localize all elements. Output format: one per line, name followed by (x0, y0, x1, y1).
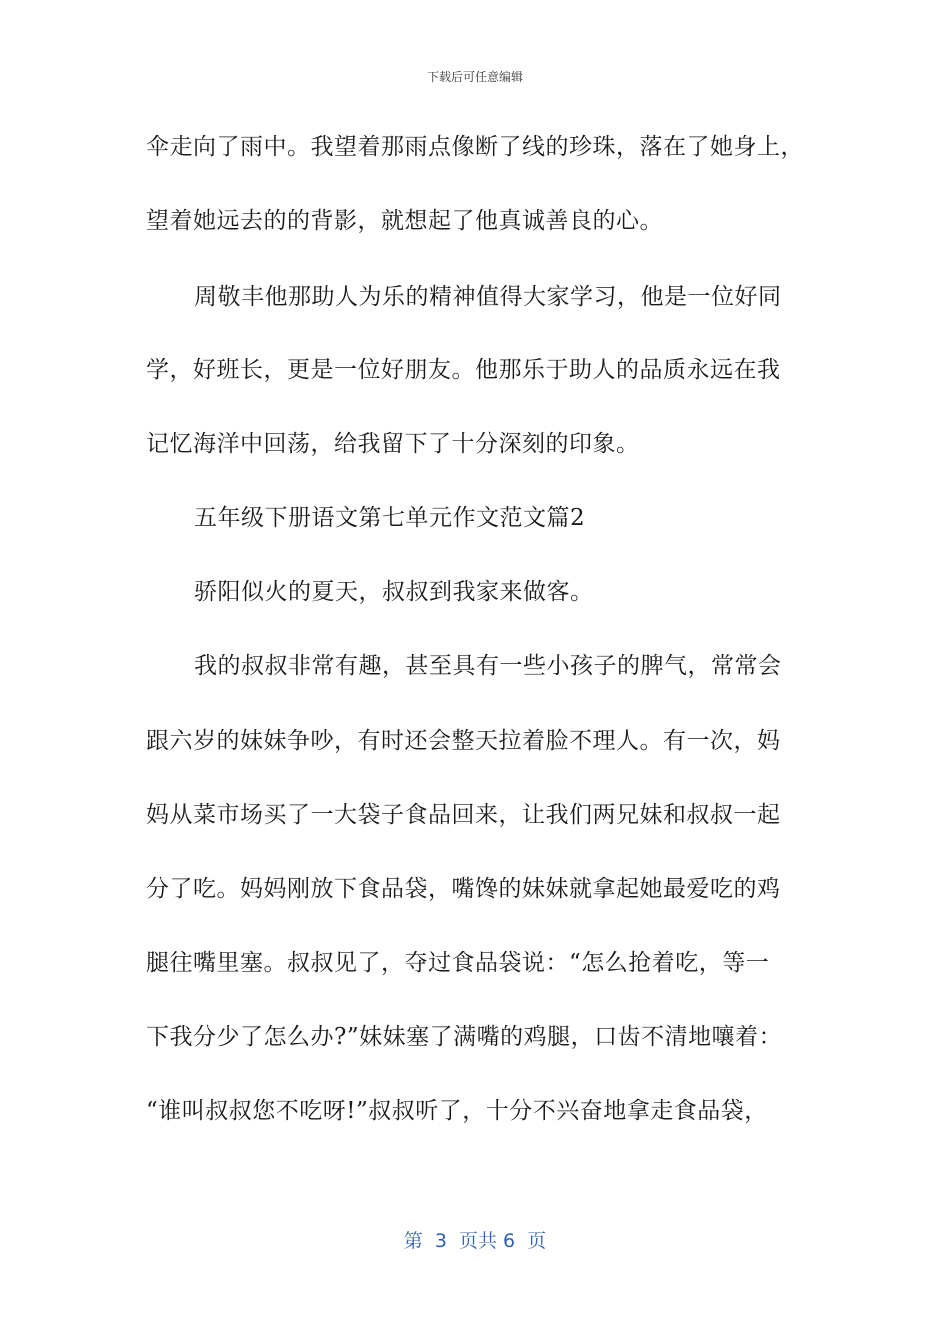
text-line-7: 骄阳似火的夏天，叔叔到我家来做客。 (194, 579, 594, 605)
text-line-9: 跟六岁的妹妹争吵，有时还会整天拉着脸不理人。有一次，妈 (146, 728, 781, 754)
text-line-13: 下我分少了怎么办?”妹妹塞了满嘴的鸡腿，口齿不清地嚷着： (146, 1024, 783, 1050)
text-line-14: “谁叫叔叔您不吃呀!”叔叔听了，十分不兴奋地拿走食品袋， (146, 1098, 768, 1124)
text-line-8: 我的叔叔非常有趣，甚至具有一些小孩子的脾气，常常会 (194, 653, 782, 679)
text-line-11: 分了吃。妈妈刚放下食品袋，嘴馋的妹妹就拿起她最爱吃的鸡 (146, 876, 781, 902)
section-heading: 五年级下册语文第七单元作文范文篇2 (194, 505, 586, 531)
page-header: 下载后可任意编辑 (426, 70, 523, 84)
text-line-1: 伞走向了雨中。我望着那雨点像断了线的珍珠，落在了她身上， (146, 134, 804, 160)
text-line-4: 学，好班长，更是一位好朋友。他那乐于助人的品质永远在我 (146, 357, 781, 383)
text-line-2: 望着她远去的的背影，就想起了他真诚善良的心。 (146, 208, 663, 234)
text-line-12: 腿往嘴里塞。叔叔见了，夺过食品袋说：“怎么抢着吃，等一 (146, 950, 770, 976)
page-number-footer: 第 3 页共 6 页 (403, 1230, 547, 1252)
text-line-5: 记忆海洋中回荡，给我留下了十分深刻的印象。 (146, 431, 640, 457)
text-line-10: 妈从菜市场买了一大袋子食品回来，让我们两兄妹和叔叔一起 (146, 802, 781, 828)
text-line-3: 周敬丰他那助人为乐的精神值得大家学习，他是一位好同 (194, 284, 782, 310)
